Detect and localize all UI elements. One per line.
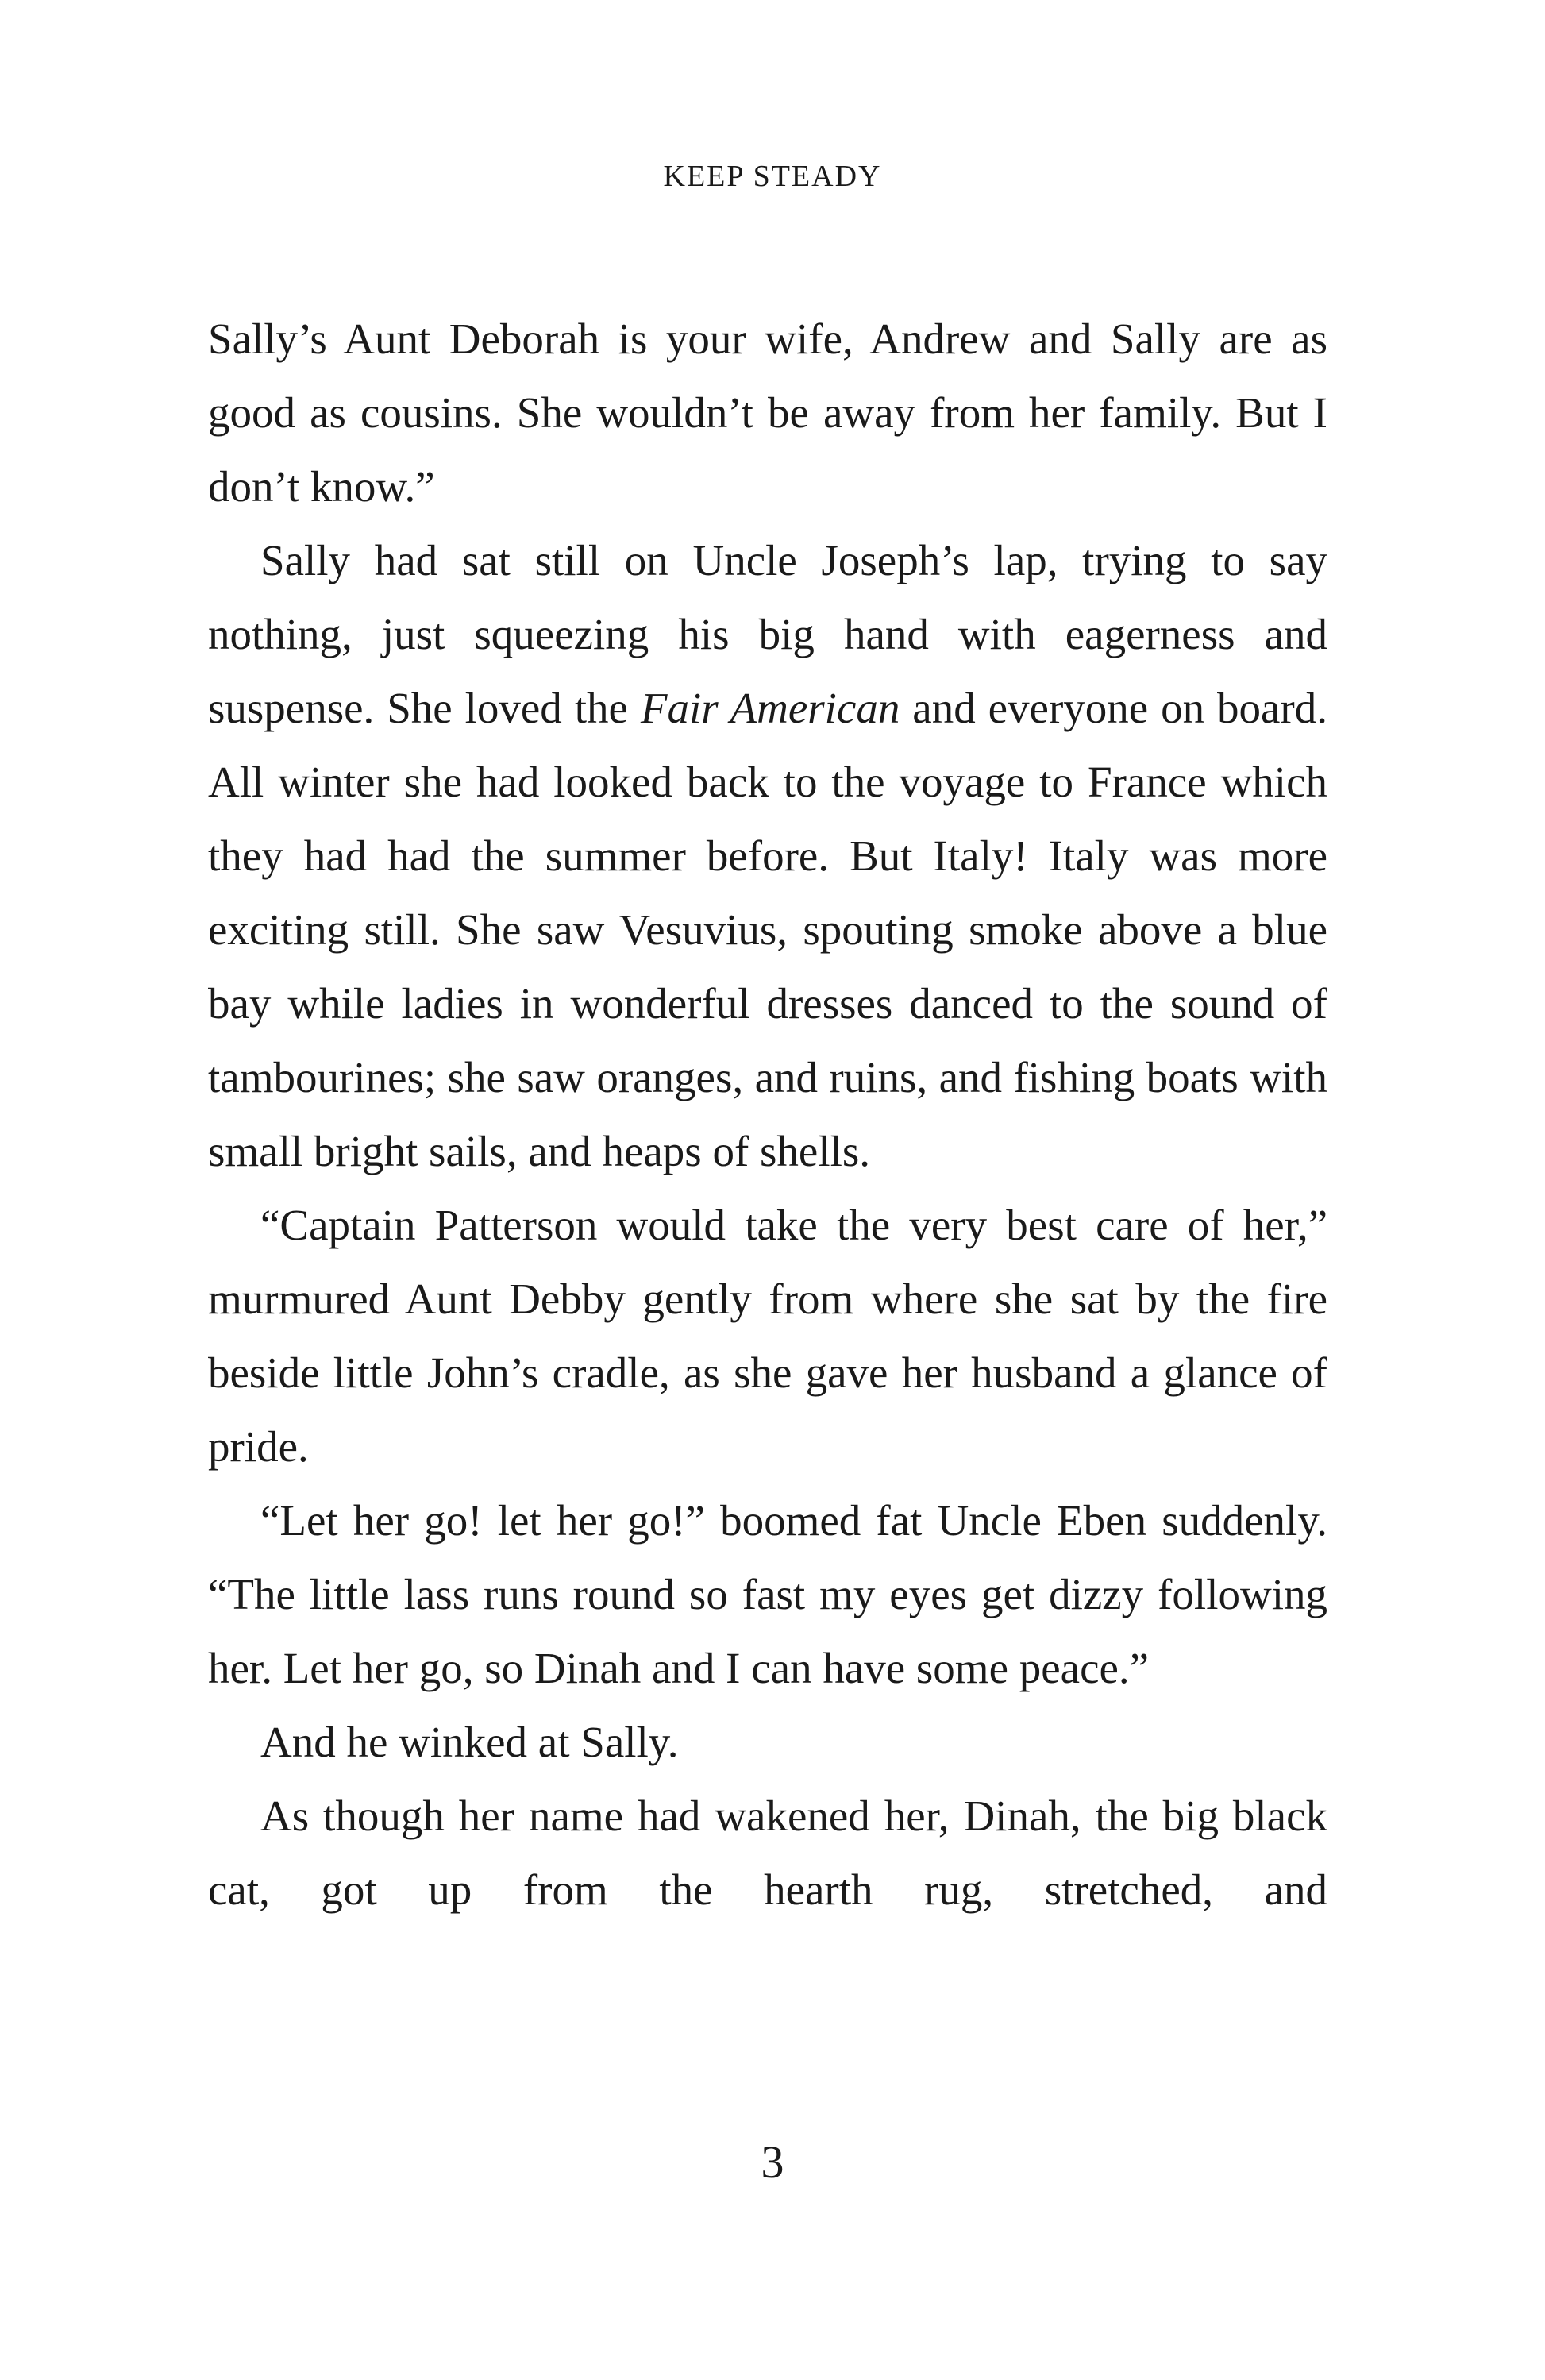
text-segment: As though her name had wakened her, Dinah, the big black cat, got up from the hearth rug, stretched, and — [208, 1792, 1327, 1914]
text-segment: “Let her go! let her go!” boomed fat Uncle Eben suddenly. “The little lass runs round so fast my eyes get dizzy following her. Let her go, so Dinah and I can have some peace.” — [208, 1496, 1327, 1692]
running-head: KEEP STEADY — [663, 160, 882, 193]
paragraph — [208, 1779, 1327, 1927]
text-segment: “Captain Patterson would take the very best care of her,” murmured Aunt Debby gently from where she sat by the fire beside little John’s cradle, as she gave her husband a glance of pride. — [208, 1201, 1327, 1471]
ship-name-italic: Fair American — [640, 684, 900, 732]
page-number: 3 — [761, 2136, 784, 2188]
paragraph — [208, 1483, 1327, 1705]
paragraph — [208, 302, 1327, 523]
paragraph — [208, 1188, 1327, 1483]
text-segment: And he winked at Sally. — [260, 1718, 679, 1766]
text-segment: Sally’s Aunt Deborah is your wife, Andrew and Sally are as good as cousins. She wouldn’t be away from her family. But I don’t know.” — [208, 314, 1327, 511]
text-segment: Sally had sat still on Uncle Joseph’s lap, trying to say nothing, just squeezing his big hand with eagerness and suspense. She loved the — [208, 536, 1327, 732]
paragraph — [208, 1705, 1327, 1779]
body-text — [208, 302, 1327, 1927]
paragraph — [208, 523, 1327, 1188]
text-segment: and everyone on board. All winter she had looked back to the voyage to France which they had had the summer before. But Italy! Italy was more exciting still. She saw Vesuvius, spouting smoke above a blue bay while ladies in wonderful dresses danced to the sound of tambourines; she saw oranges, and ruins, and fishing boats with small bright sails, and heaps of shells. — [208, 684, 1327, 1175]
